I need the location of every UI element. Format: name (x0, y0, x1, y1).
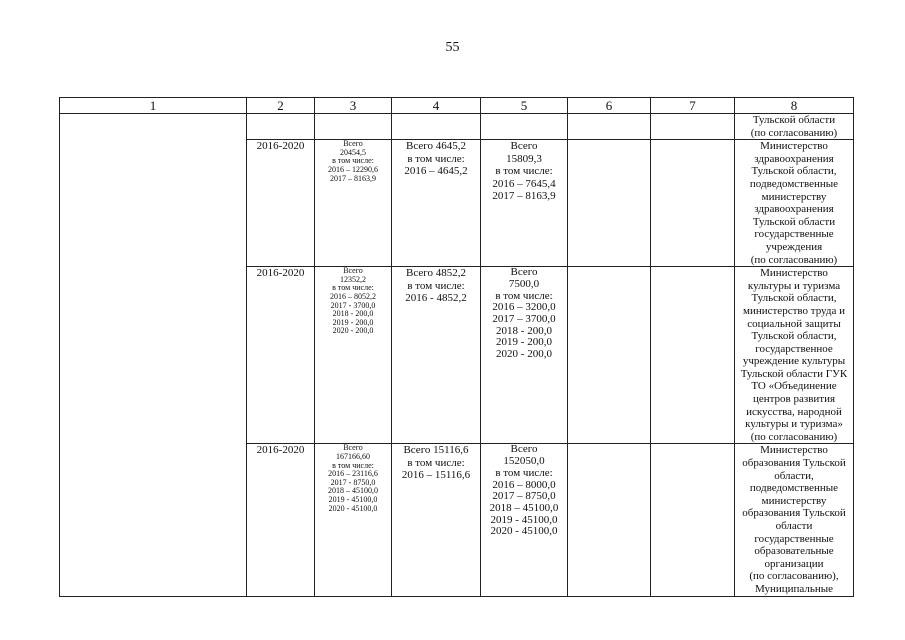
text-line: культуры и туризма (747, 279, 841, 292)
text-line: социальной защиты (747, 317, 841, 330)
text-line: искусства, народной (746, 405, 842, 418)
text-line: культуры и туризма» (745, 418, 843, 431)
text-line: 2019 - 200,0 (332, 317, 374, 327)
text-line: 2016 - 4852,2 (405, 292, 467, 305)
text-line: Всего 15116,6 (403, 444, 469, 457)
carry-over-cell-2 (247, 114, 315, 140)
text-line: Тульской области, (751, 330, 837, 343)
text-line: области, (774, 469, 814, 482)
text-line: 7500,0 (508, 277, 540, 290)
text-line: в том числе: (407, 456, 465, 469)
merged-column-1-cell (60, 114, 247, 597)
column-7-cell (651, 140, 735, 267)
text-line: Тульской области, (751, 165, 837, 178)
total-funding-cell (315, 444, 392, 596)
text-line: 2017 – 3700,0 (492, 312, 556, 325)
text-line: 2016 – 8000,0 (492, 478, 556, 491)
text-line: Всего (343, 443, 363, 453)
text-line: государственные (754, 228, 834, 241)
column-header-5: 5 (481, 98, 568, 114)
text-line: Министерство (760, 444, 828, 457)
text-line: образования Тульской (742, 457, 846, 470)
text-line: Всего (343, 266, 363, 276)
text-line: 2016 – 8052,2 (330, 291, 376, 301)
text-line: учреждение культуры (742, 355, 846, 368)
text-line: 2016 – 3200,0 (492, 301, 556, 314)
text-line: 2017 – 8750,0 (492, 490, 556, 503)
regional-funding-cell (392, 267, 481, 444)
column-header-7: 7 (651, 98, 735, 114)
text-line: в том числе: (495, 289, 553, 302)
text-line: центров развития (752, 393, 836, 406)
text-line: Всего (510, 140, 538, 153)
text-line: ТО «Объединение (751, 380, 837, 393)
text-line: образовательные (754, 545, 834, 558)
text-line: Тульской области, (751, 292, 837, 305)
responsible-cell (735, 444, 854, 596)
column-7-cell (651, 267, 735, 444)
text-line: 2019 - 200,0 (496, 336, 552, 349)
carry-over-cell-6 (568, 114, 651, 140)
text-line: 2018 – 45100,0 (328, 486, 378, 496)
text-line: министерство труда и (743, 304, 845, 317)
text-line: 2020 - 200,0 (496, 348, 552, 361)
text-line: 20454,5 (340, 147, 366, 157)
text-line: министерству (761, 494, 827, 507)
column-header-2: 2 (247, 98, 315, 114)
text-line: образования Тульской (742, 507, 846, 520)
program-table (59, 97, 854, 597)
other-funding-cell (481, 267, 568, 444)
period-cell: 2016-2020 (247, 140, 315, 267)
text-line: (по согласованию) (750, 253, 838, 266)
carry-over-row (60, 114, 854, 140)
carry-over-cell-7 (651, 114, 735, 140)
text-line: 2020 - 200,0 (332, 326, 374, 336)
column-header-3: 3 (315, 98, 392, 114)
text-line: 167166,60 (336, 452, 370, 462)
text-line: в том числе: (332, 156, 374, 166)
text-line: 2016 – 23116,6 (328, 469, 378, 479)
text-line: 12352,2 (340, 274, 366, 284)
text-line: 2017 - 3700,0 (330, 300, 376, 310)
responsible-cell (735, 267, 854, 444)
text-line: 2020 - 45100,0 (328, 503, 378, 513)
text-line: 2018 - 200,0 (332, 309, 374, 319)
text-line: 2017 – 8163,9 (330, 173, 376, 183)
text-line: подведомственные (749, 177, 839, 190)
other-funding-cell (481, 444, 568, 596)
regional-funding-cell (392, 140, 481, 267)
text-line: области (775, 520, 813, 532)
regional-funding-cell (392, 444, 481, 596)
column-6-cell (568, 444, 651, 596)
text-line: организации (764, 557, 824, 570)
total-funding-cell (315, 140, 392, 267)
column-header-1: 1 (60, 98, 247, 114)
other-funding-cell (481, 140, 568, 267)
text-line: учреждения (765, 240, 823, 253)
text-line: Всего (510, 266, 538, 279)
carry-over-cell-4 (392, 114, 481, 140)
text-line: 2020 - 45100,0 (490, 525, 558, 538)
column-6-cell (568, 140, 651, 267)
text-line: (по согласованию) (750, 126, 838, 139)
total-funding-cell (315, 267, 392, 444)
responsible-cell (735, 140, 854, 267)
text-line: здравоохранения (754, 152, 834, 165)
text-line: Муниципальные (754, 582, 834, 595)
text-line: Тульской области ГУК (740, 367, 848, 380)
text-line: в том числе: (332, 460, 374, 470)
text-line: государственное (755, 342, 833, 355)
text-line: в том числе: (407, 152, 465, 165)
column-header-4: 4 (392, 98, 481, 114)
text-line: Министерство (760, 267, 828, 280)
text-line: государственные (754, 532, 834, 545)
text-line: подведомственные (749, 482, 839, 495)
text-line: 2016 – 12290,6 (328, 164, 378, 174)
period-cell: 2016-2020 (247, 267, 315, 444)
text-line: 2019 - 45100,0 (490, 513, 558, 526)
text-line: министерству (761, 190, 827, 203)
text-line: (по согласованию) (750, 430, 838, 443)
text-line: 2016 – 15116,6 (401, 469, 471, 482)
text-line: в том числе: (495, 165, 553, 178)
carry-over-cell-3 (315, 114, 392, 140)
period-cell: 2016-2020 (247, 444, 315, 596)
text-line: 2018 – 45100,0 (489, 501, 559, 514)
text-line: в том числе: (407, 279, 465, 292)
text-line: 2017 – 8163,9 (492, 190, 556, 203)
text-line: 2018 - 200,0 (496, 324, 552, 337)
text-line: Тульской области (752, 114, 836, 126)
text-line: Всего 4645,2 (406, 140, 466, 153)
column-7-cell (651, 444, 735, 596)
text-line: 2016 – 4645,2 (404, 165, 468, 178)
column-6-cell (568, 267, 651, 444)
text-line: 2019 - 45100,0 (328, 495, 378, 504)
text-line: Всего (343, 139, 363, 149)
text-line: (по согласованию), (749, 570, 839, 583)
header-row (60, 98, 854, 114)
text-line: 2016 – 7645,4 (492, 177, 556, 190)
text-line: Тульской области (752, 215, 836, 228)
text-line: Всего 4852,2 (406, 267, 466, 280)
text-line: 15809,3 (506, 152, 542, 165)
carry-over-cell-5 (481, 114, 568, 140)
text-line: 152050,0 (503, 455, 545, 468)
text-line: в том числе: (495, 466, 553, 479)
page-number: 55 (445, 40, 460, 55)
text-line: 2017 - 8750,0 (330, 477, 376, 487)
column-header-6: 6 (568, 98, 651, 114)
text-line: Министерство (760, 140, 828, 153)
text-line: в том числе: (332, 283, 374, 293)
text-line: Всего (510, 443, 538, 456)
carry-over-responsible (735, 114, 854, 140)
column-header-8: 8 (735, 98, 854, 114)
text-line: здравоохранения (754, 203, 834, 216)
